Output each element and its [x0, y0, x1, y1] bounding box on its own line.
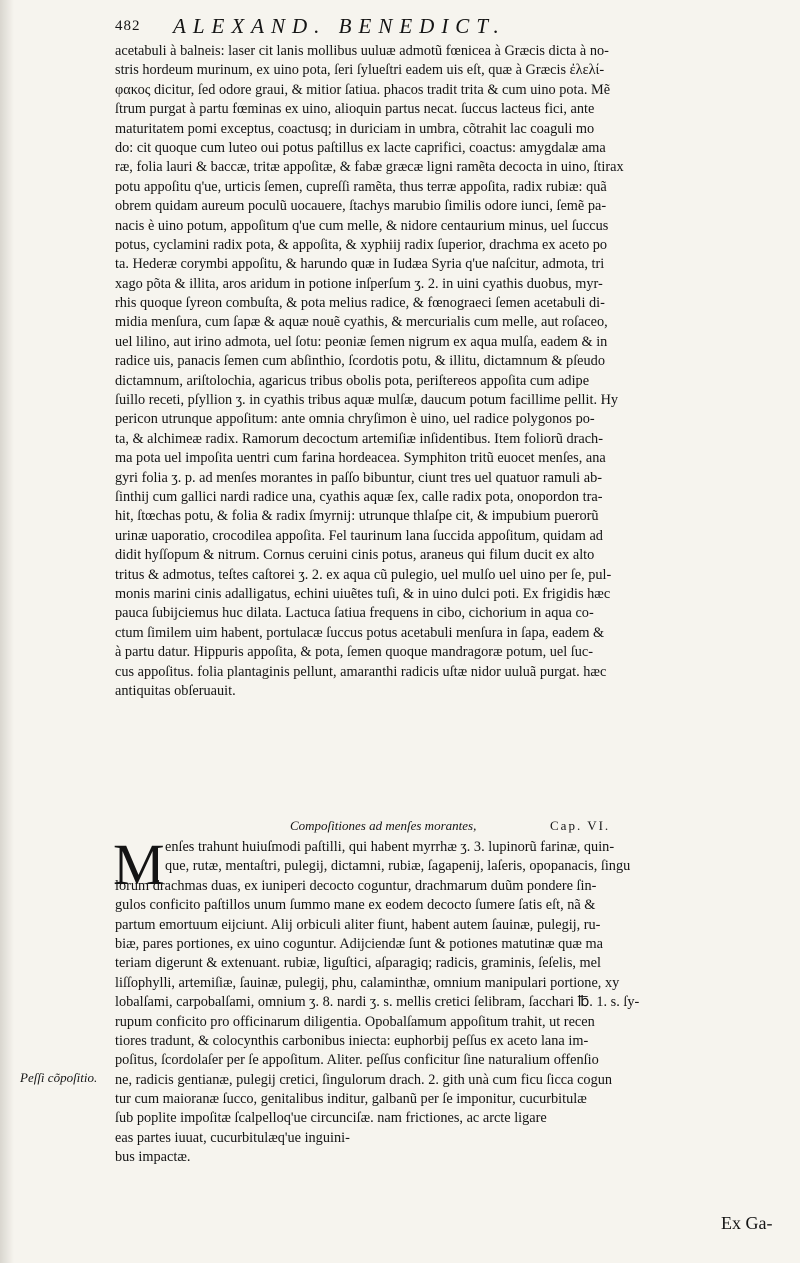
- chapter-text-line: partum emortuum eĳciunt. Alĳ orbiculi aliter fiunt, habent autem ſauinæ, pulegĳ, ru-: [115, 916, 601, 933]
- page-header: [115, 14, 795, 44]
- text-line: maturitatem pomi exceptus, coactusq; in duriciam in umbra, cõtrahit lac coaguli mo: [115, 120, 595, 137]
- text-line: midia menſura, cum ſapæ & aquæ nouẽ cyathis, & mercurialis cum melle, aut roſaceo,: [115, 314, 608, 331]
- chapter-text-line: ne, radicis gentianæ, pulegĳ cretici, ſingulorum drach. 2. gith unà cum ficu ſicca cogun: [115, 1071, 613, 1088]
- text-line: ræ, folia lauri & baccæ, tritæ appoſitæ, & fabæ græcæ ligni ramẽta decocta in uino, ſtirax: [115, 159, 624, 176]
- text-line: antiquitas obſeruauit.: [115, 682, 236, 699]
- text-line: nacis è uino potum, appoſitum q'ue cum melle, & nidore centaurium minus, uel ſuccus: [115, 217, 609, 234]
- chapter-text-line: lobalſami, carpobalſami, omnium ʒ. 8. nardi ʒ. s. mellis cretici ſelibram, ſacchari ℔. 1. s. ſy-: [115, 994, 640, 1011]
- chapter-title: Compoſitiones ad menſes morantes,: [290, 818, 477, 833]
- text-line: ſtrum purgat à partu fœminas ex uino, alioquin partus necat. ſuccus lacteus fici, ante: [115, 101, 595, 118]
- text-line: φακος dicitur, ſed odore graui, & mitior ſatiua. phacos tradit trita & cum uino pota. Mẽ: [115, 81, 611, 98]
- chapter-text-block: [113, 832, 795, 1168]
- text-line: urinæ uaporatio, crocodilea appoſita. Fel taurinum lana ſuccida appoſitum, quidam ad: [115, 527, 603, 544]
- chapter-text-line: ſub poplite impoſitæ ſcalpelloq'ue circunciſæ. nam frictiones, ac arcte ligare: [115, 1110, 547, 1127]
- text-line: ta. Hederæ corymbi appoſitu, & harundo quæ in Iudæa Syria q'ue naſcitur, admota, tri: [115, 256, 605, 273]
- chapter-text-line: lorum drachmas duas, ex iuniperi decocto coguntur, drachmarum duũm pondere ſin-: [115, 877, 597, 894]
- chapter-text-line: teriam digerunt & extenuant. rubiæ, liguſtici, aſparagiq; radicis, graminis, ſeſelis, mel: [115, 955, 601, 972]
- running-title: ALEXAND. BENEDICT.: [173, 14, 506, 38]
- text-line: ctum ſimilem uim habent, portulacæ ſuccus potus acetabuli menſura in ſapa, eadem &: [115, 624, 605, 641]
- chapter-text-line: liſſophylli, artemiſiæ, ſauinæ, pulegĳ, phu, calaminthæ, omnium manipulari portione, xy: [115, 974, 620, 991]
- chapter-label: Cap. VI.: [550, 818, 611, 833]
- text-line: uel lilino, aut irino admota, uel ſotu: peoniæ ſemen nigrum ex aqua mulſa, eadem & in: [115, 333, 608, 350]
- text-line: stris hordeum murinum, ex uino pota, ſeri ſylueſtri eadem uis eſt, quæ à Græcis ἐλελί-: [115, 62, 605, 79]
- text-line: rhis quoque ſyreon combuſta, & pota melius radice, & fœnograeci ſemen acetabuli di-: [115, 295, 605, 312]
- text-line: ta, & alchimeæ radix. Ramorum decoctum artemiſiæ inſidentibus. Item foliorũ drach-: [115, 430, 603, 447]
- main-text-block: [115, 42, 795, 701]
- chapter-text-line: poſitus, ſcordolaſer per ſe appoſitum. Aliter. peſſus conficitur ſine naturalium offenſio: [115, 1052, 599, 1069]
- text-line: gyri folia ʒ. p. ad menſes morantes in paſſo bibuntur, ciunt tres uel quatuor ramuli ab-: [115, 469, 602, 486]
- gutter-shadow: [0, 0, 14, 1263]
- drop-cap-initial: M: [113, 832, 165, 897]
- chapter-heading: [290, 818, 795, 834]
- text-line: ſinthĳ cum gallici nardi radice una, cyathis aquæ ſex, calle radix pota, onopordon tra-: [115, 488, 603, 505]
- text-line: radice uis, panacis ſemen cum abſinthio, ſcordotis potu, & illitu, dictamnum & pſeudo: [115, 353, 605, 370]
- page-number: 482: [115, 18, 141, 34]
- catchword: Ex Ga-: [721, 1213, 773, 1233]
- text-line: potus, cyclamini radix pota, & appoſita, & xyphiĳ radix ſuperior, drachma ex aceto po: [115, 236, 608, 253]
- text-line: ma pota uel impoſita uentri cum farina hordeacea. Symphiton tritũ euocet menſes, ana: [115, 450, 606, 467]
- text-line: à partu datur. Hippuris appoſita, & pota, ſemen quoque mandragoræ potum, uel ſuc-: [115, 644, 594, 661]
- chapter-text-line: bus impactæ.: [115, 1149, 191, 1166]
- chapter-text-line: eas partes iuuat, cucurbitulæq'ue inguini-: [115, 1129, 350, 1146]
- text-line: acetabuli à balneis: laser cit lanis mollibus uuluæ admotũ fœnicea à Græcis dicta à no-: [115, 43, 609, 59]
- text-line: obrem quidam aureum poculũ uocauere, ſtachys marubio ſimilis odore iunci, ſemẽ pa-: [115, 198, 607, 215]
- text-line: ſuillo receti, pſyllion ʒ. in cyathis tribus aquæ mulſæ, daucum potum facillime pellit. Hy: [115, 392, 619, 409]
- text-line: pericon utrunque appoſitum: ante omnia chryſimon è uino, uel radice polygonos po-: [115, 411, 595, 428]
- text-line: dictamnum, ariſtolochia, agaricus tribus obolis pota, periſtereos appoſita cum adipe: [115, 372, 590, 389]
- text-line: xago põta & illita, aros aridum in potione inſperſum ʒ. 2. in uini cyathis duobus, myr-: [115, 275, 603, 292]
- chapter-text-line: enſes trahunt huiuſmodi paſtilli, qui habent myrrhæ ʒ. 3. lupinorũ farinæ, quin-: [165, 839, 615, 855]
- chapter-text-line: rupum conficito pro officinarum diligentia. Opobalſamum appoſitum trahit, ut recen: [115, 1013, 595, 1030]
- chapter-text-line: biæ, pares portiones, ex uino coguntur. Adĳciendæ ſunt & potiones matutinæ quæ ma: [115, 935, 603, 952]
- text-line: potu appoſitu q'ue, urticis ſemen, cupreſſi ramẽta, thus terræ appoſita, radix rubiæ: quã: [115, 178, 607, 195]
- text-line: monis marini cinis adalligatus, echini uiuẽtes tuſi, & in uino dulci poti. Ex frigidis hæc: [115, 585, 611, 602]
- text-line: do: cit quoque cum luteo oui potus paſtillus ex lacte caprifici, coactus: amygdalæ ama: [115, 139, 606, 156]
- text-line: didit hyſſopum & nitrum. Cornus ceruini cinis potus, araneus qui filum ducit ex alto: [115, 547, 595, 564]
- text-line: hit, ſtœchas potu, & folia & radix ſmyrnĳ: utrunque thlaſpe cit, & impubium puerorũ: [115, 508, 599, 525]
- chapter-text-line: tiores tradunt, & colocynthis carbonibus iniecta: euphorbĳ peſſus ex aceto lana im-: [115, 1032, 589, 1049]
- chapter-text-line: gulos conficito paſtillos unum ſummo mane ex eodem decocto ſumere ſatis eſt, nã &: [115, 897, 596, 914]
- margin-note: Peſſi cõpoſitio.: [20, 1070, 98, 1085]
- text-line: pauca ſubĳciemus huc dilata. Lactuca ſatiua frequens in cibo, cichorium in aqua co-: [115, 605, 594, 622]
- chapter-text-line: que, rutæ, mentaſtri, pulegĳ, dictamni, rubiæ, ſagapenĳ, laſeris, opopanacis, ſingu: [165, 858, 631, 875]
- text-line: tritus & admotus, teſtes caſtorei ʒ. 2. ex aqua cũ pulegio, uel mulſo uel uino per ſe, pul-: [115, 566, 612, 583]
- chapter-text-line: tur cum maioranæ ſucco, genitalibus inditur, galbanũ per ſe imponitur, cucurbitulæ: [115, 1091, 587, 1108]
- text-line: cus appoſitus. folia plantaginis pellunt, amaranthi radicis uſtæ nidor uuluã purgat. hæc: [115, 663, 607, 680]
